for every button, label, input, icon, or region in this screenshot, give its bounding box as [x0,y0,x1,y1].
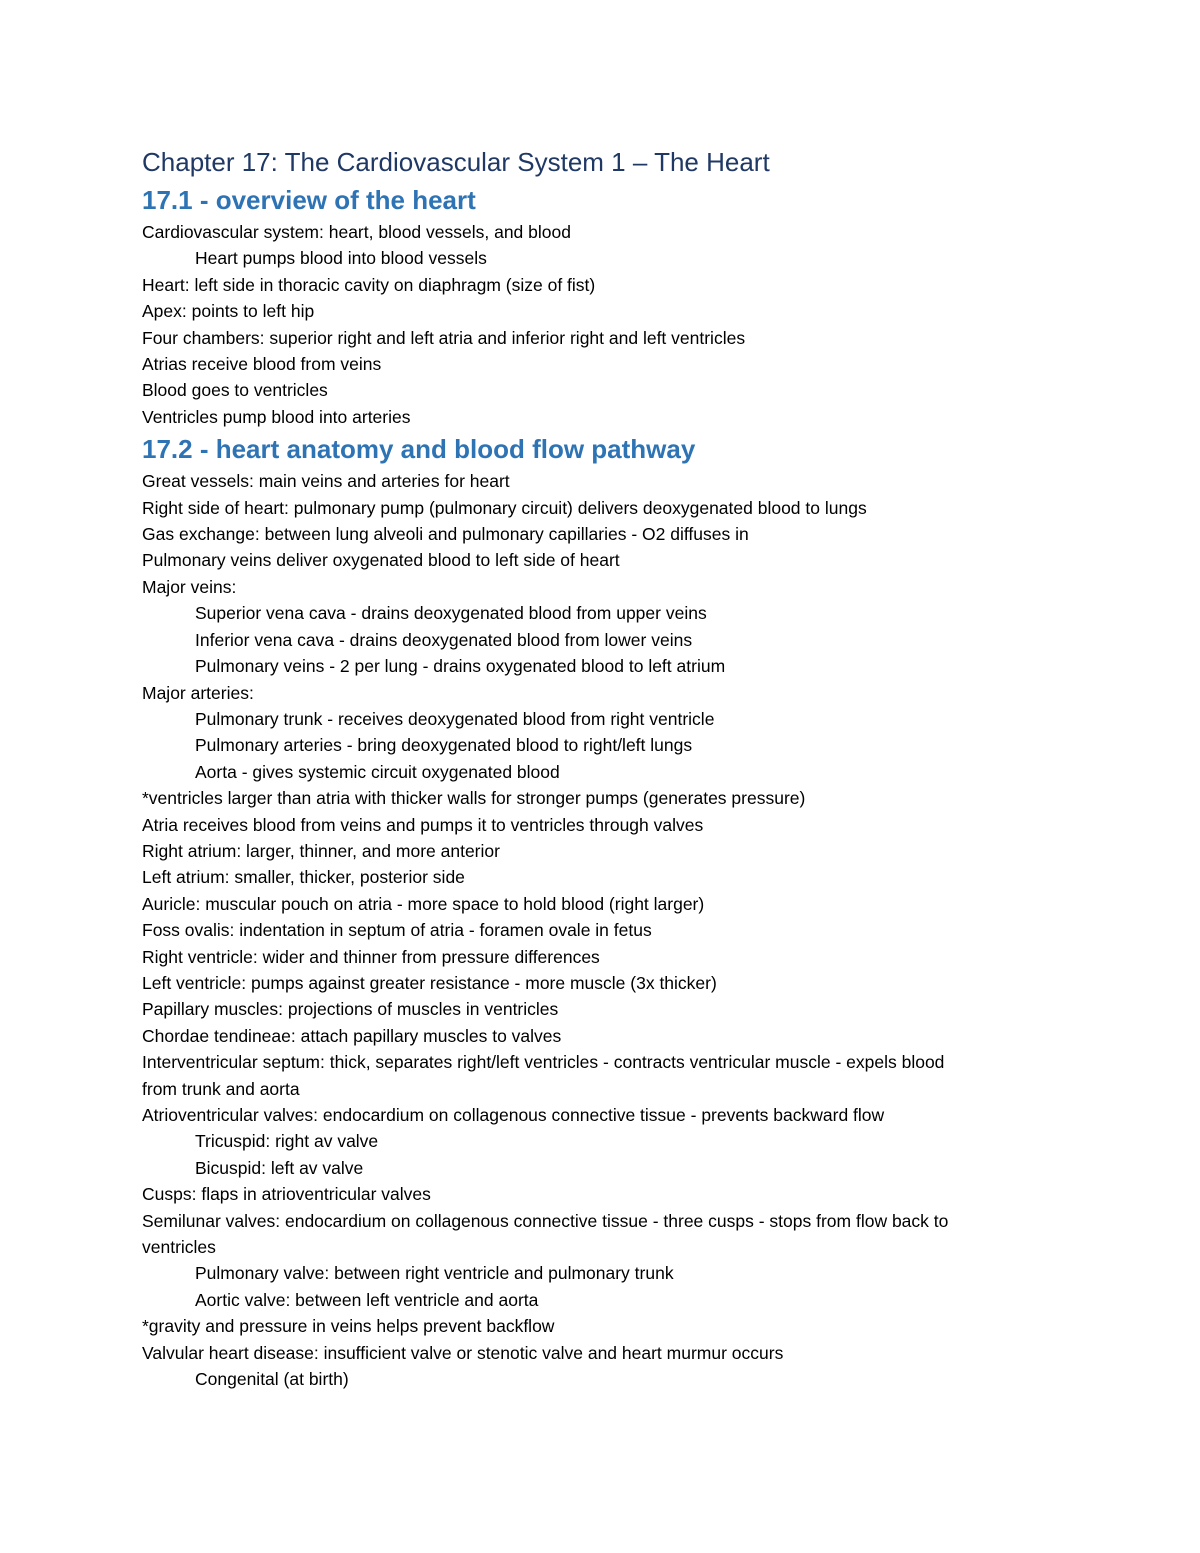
text-line: Cardiovascular system: heart, blood vessels, and blood [142,222,571,242]
indented-text-line: Aorta - gives systemic circuit oxygenated blood [195,761,560,782]
indented-text-line: Pulmonary valve: between right ventricle and pulmonary trunk [195,1263,674,1284]
text-line: Apex: points to left hip [142,301,315,322]
section-overview [142,181,1082,430]
text-line: Right side of heart: pulmonary pump (pulmonary circuit) delivers deoxygenated blood to lungs [142,497,867,518]
text-line: ventricles [142,1237,216,1258]
indented-text-line: Pulmonary arteries - bring deoxygenated blood to right/left lungs [195,735,693,756]
indented-text-line: Pulmonary trunk - receives deoxygenated blood from right ventricle [195,708,715,729]
indented-text-line: Inferior vena cava - drains deoxygenated blood from lower veins [195,629,693,650]
indented-text-line: Bicuspid: left av valve [195,1157,364,1178]
text-line: Atria receives blood from veins and pumps it to ventricles through valves [142,814,704,835]
indented-text-line: Congenital (at birth) [195,1369,349,1390]
text-line: Left ventricle: pumps against greater resistance - more muscle (3x thicker) [142,972,717,993]
text-line: Four chambers: superior right and left atria and inferior right and left ventricles [142,327,746,348]
section-heading: 17.1 - overview of the heart [142,185,476,215]
chapter-title: Chapter 17: The Cardiovascular System 1 – The Heart [142,147,770,177]
text-line: Papillary muscles: projections of muscles in ventricles [142,999,559,1020]
text-line: Chordae tendineae: attach papillary muscles to valves [142,1025,562,1046]
text-line: Atrioventricular valves: endocardium on collagenous connective tissue - prevents backward flow [142,1105,885,1125]
text-line: Major veins: [142,576,237,597]
text-line: Auricle: muscular pouch on atria - more space to hold blood (right larger) [142,893,705,914]
text-line: Semilunar valves: endocardium on collagenous connective tissue - three cusps - stops from flow back to [142,1210,949,1231]
text-line: Heart: left side in thoracic cavity on diaphragm (size of fist) [142,274,596,295]
text-line: Right atrium: larger, thinner, and more anterior [142,840,500,861]
text-line: from trunk and aorta [142,1078,300,1099]
text-line: Ventricles pump blood into arteries [142,406,411,427]
text-line: *ventricles larger than atria with thicker walls for stronger pumps (generates pressure) [142,788,806,809]
text-line: Valvular heart disease: insufficient valve or stenotic valve and heart murmur occurs [142,1342,784,1363]
text-line: Pulmonary veins deliver oxygenated blood to left side of heart [142,550,620,571]
section-body [142,219,1082,430]
text-line: Gas exchange: between lung alveoli and pulmonary capillaries - O2 diffuses in [142,524,749,545]
indented-text-line: Aortic valve: between left ventricle and aorta [195,1289,539,1310]
document-page [142,143,1082,1392]
indented-text-line: Superior vena cava - drains deoxygenated blood from upper veins [195,603,707,624]
section-body [142,468,1082,1392]
text-line: Atrias receive blood from veins [142,354,382,375]
indented-text-line: Pulmonary veins - 2 per lung - drains oxygenated blood to left atrium [195,656,726,677]
indented-text-line: Heart pumps blood into blood vessels [195,248,487,269]
text-line: Right ventricle: wider and thinner from pressure differences [142,946,600,967]
text-line: Interventricular septum: thick, separates right/left ventricles - contracts ventricular muscle - expels blood [142,1052,945,1073]
text-line: Cusps: flaps in atrioventricular valves [142,1184,431,1205]
text-line: Great vessels: main veins and arteries for heart [142,471,510,492]
text-line: Major arteries: [142,682,254,703]
section-heading: 17.2 - heart anatomy and blood flow pathway [142,434,696,465]
text-line: Blood goes to ventricles [142,380,328,401]
text-line: Left atrium: smaller, thicker, posterior side [142,867,465,888]
section-anatomy [142,430,1082,1392]
text-line: Foss ovalis: indentation in septum of atria - foramen ovale in fetus [142,920,652,941]
text-line: *gravity and pressure in veins helps prevent backflow [142,1316,555,1337]
indented-text-line: Tricuspid: right av valve [195,1131,379,1152]
